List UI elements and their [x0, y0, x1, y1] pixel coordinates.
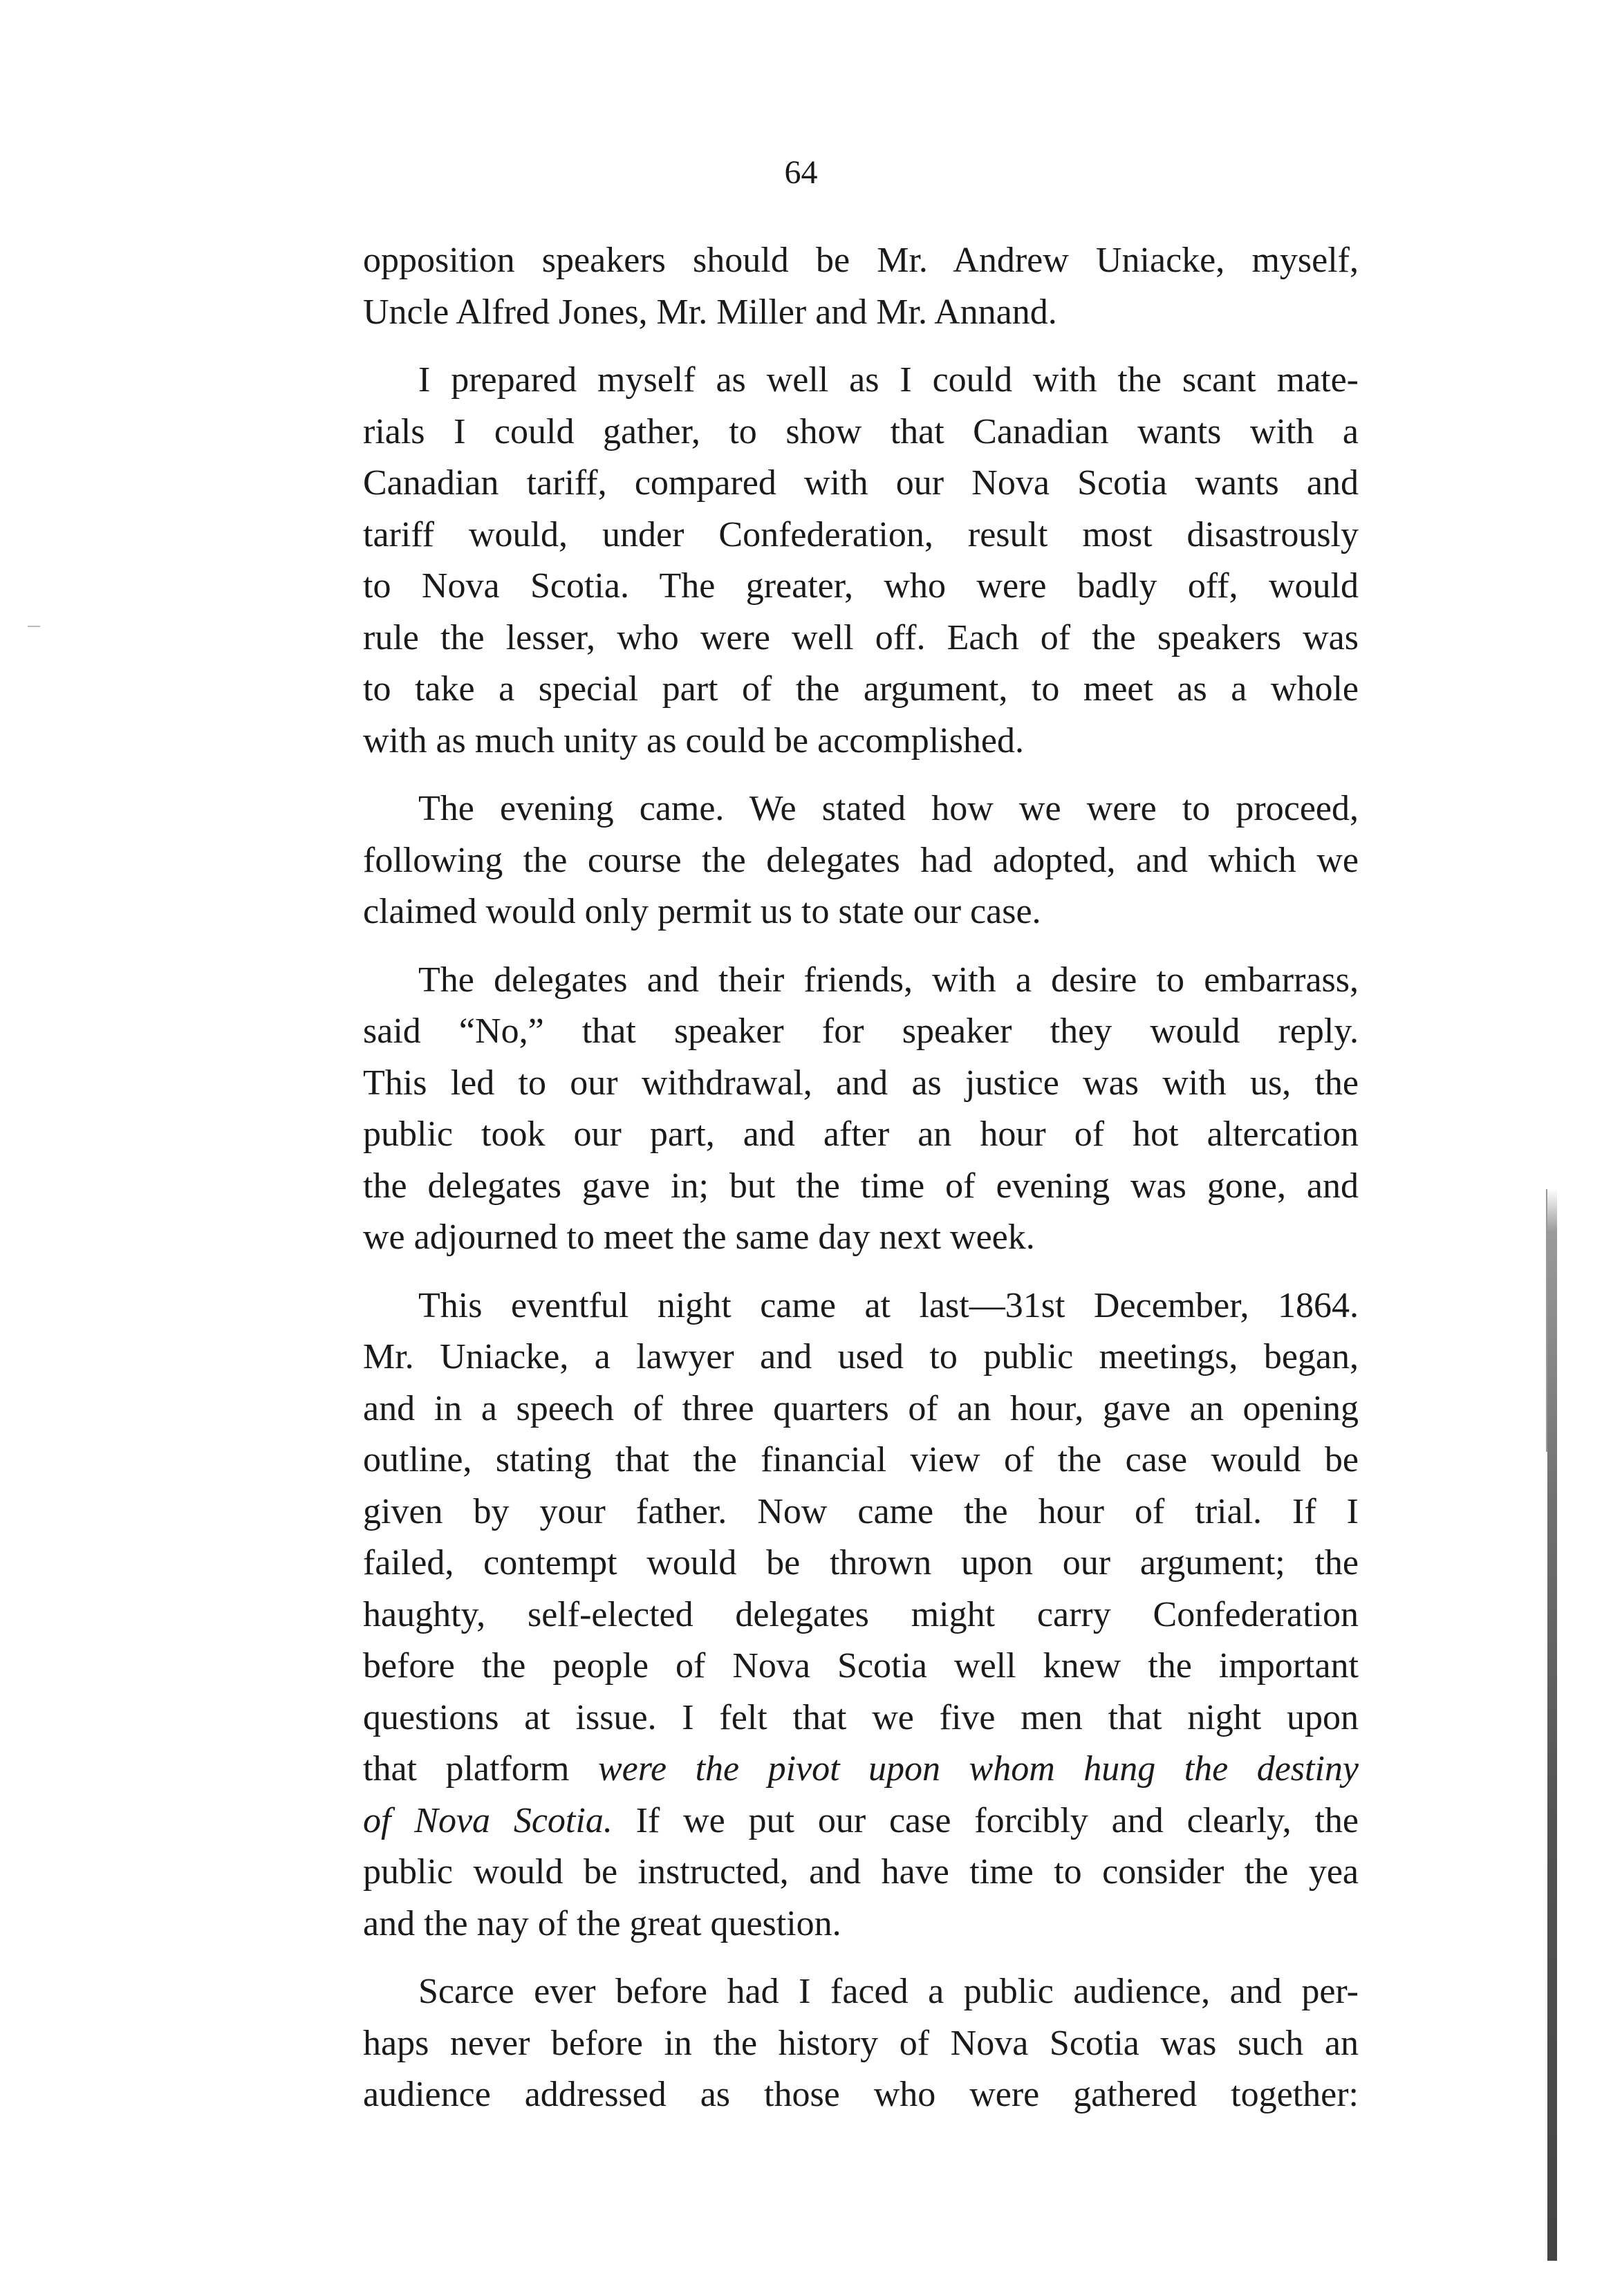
text-line: following the course the delegates had adopted, and which we [363, 840, 1359, 880]
text-line: Scarce ever before had I faced a public audience, and per- [418, 1972, 1359, 2011]
paragraph-3 [363, 783, 1359, 938]
text-line: public would be instructed, and have time to consider the yea [363, 1852, 1359, 1892]
text-line: to Nova Scotia. The greater, who were badly off, would [363, 566, 1359, 606]
text-line: with as much unity as could be accomplished. [363, 720, 1025, 760]
text-line: failed, contempt would be thrown upon our argument; the [363, 1543, 1359, 1583]
text-line: Uncle Alfred Jones, Mr. Miller and Mr. Annand. [363, 292, 1057, 332]
text-line: rule the lesser, who were well off. Each of the speakers was [363, 617, 1359, 657]
text-line: before the people of Nova Scotia well knew the important [363, 1646, 1359, 1686]
paragraph-1 [363, 235, 1359, 338]
paragraph-6 [363, 1966, 1359, 2121]
text-line: to take a special part of the argument, to meet as a whole [363, 669, 1359, 709]
text-line: rials I could gather, to show that Canadian wants with a [363, 411, 1359, 451]
italic-phrase: were the pivot upon whom hung the destiny [597, 1749, 1359, 1789]
text-line: public took our part, and after an hour of hot altercation [363, 1114, 1359, 1154]
text-line: This eventful night came at last—31st December, 1864. [418, 1285, 1359, 1325]
text-line-italic [363, 1795, 1359, 1847]
text-line-prefix: that platform [363, 1749, 598, 1789]
page-edge-line [1546, 1189, 1547, 1452]
text-line: and in a speech of three quarters of an hour, gave an opening [363, 1388, 1359, 1428]
text-line-rest: If we put our case forcibly and clearly, the [612, 1800, 1359, 1840]
text-line: I prepared myself as well as I could with the scant mate- [418, 360, 1359, 400]
italic-phrase: of Nova Scotia. [363, 1800, 613, 1840]
text-line: claimed would only permit us to state our case. [363, 892, 1041, 931]
text-line: This led to our withdrawal, and as justice was with us, the [363, 1063, 1359, 1103]
text-line: The evening came. We stated how we were to proceed, [418, 789, 1359, 828]
paragraph-2 [363, 355, 1359, 767]
page-number: 64 [784, 154, 818, 191]
text-line: outline, stating that the financial view of the case would be [363, 1440, 1359, 1480]
text-line: Canadian tariff, compared with our Nova Scotia wants and [363, 463, 1359, 503]
text-line: opposition speakers should be Mr. Andrew Uniacke, myself, [363, 241, 1359, 280]
text-line: said “No,” that speaker for speaker they would reply. [363, 1011, 1359, 1051]
text-line: the delegates gave in; but the time of evening was gone, and [363, 1166, 1359, 1206]
text-line: tariff would, under Confederation, result most disastrously [363, 514, 1359, 554]
text-line-italic [363, 1744, 1359, 1795]
margin-speck [28, 626, 40, 627]
text-line: questions at issue. I felt that we five men that night upon [363, 1697, 1359, 1737]
body-text [363, 235, 1359, 2121]
paragraph-4 [363, 955, 1359, 1264]
paragraph-5 [363, 1280, 1359, 1950]
text-line: and the nay of the great question. [363, 1903, 841, 1943]
text-line: The delegates and their friends, with a desire to embarrass, [418, 960, 1359, 1000]
page-edge-shadow [1547, 1189, 1557, 2261]
text-line: given by your father. Now came the hour of trial. If I [363, 1491, 1359, 1531]
text-line: haughty, self-elected delegates might carry Confederation [363, 1594, 1359, 1634]
text-line: audience addressed as those who were gathered together: [363, 2075, 1359, 2114]
text-line: we adjourned to meet the same day next week. [363, 1217, 1035, 1257]
text-line: haps never before in the history of Nova Scotia was such an [363, 2023, 1359, 2063]
text-line: Mr. Uniacke, a lawyer and used to public meetings, began, [363, 1337, 1359, 1376]
